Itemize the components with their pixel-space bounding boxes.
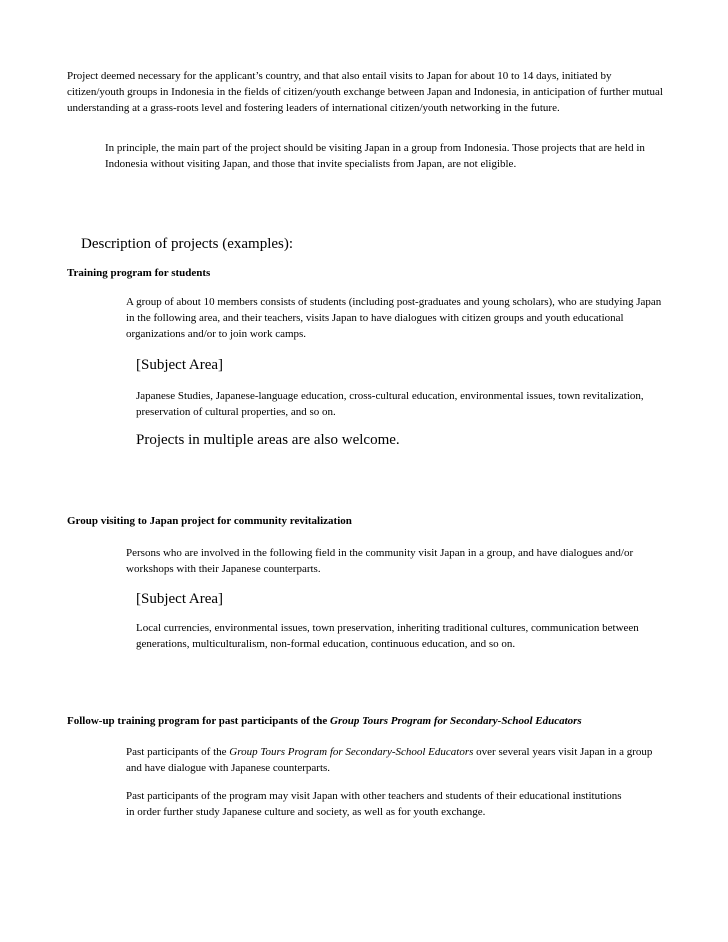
description-heading: Description of projects (examples): <box>81 236 294 252</box>
followup-1-program-name: Group Tours Program for Secondary-School Educators <box>229 746 474 758</box>
section-body-community: Persons who are involved in the following field in the community visit Japan in a group, and have dialogues and/or workshops with their Japanese counterparts. <box>126 547 634 575</box>
section-body-students: A group of about 10 members consists of students (including post-graduates and young scholars), who are studying Japan in the following area, and their teachers, visits Japan to have dialogues with citizen groups and youth educational organizations and/or to join work camps. <box>126 296 662 340</box>
subject-area-text-2: Local currencies, environmental issues, town preservation, inheriting traditional cultures, communication between generations, multiculturalism, non-formal education, continuous education, and so on. <box>136 622 639 650</box>
section-heading-students: Training program for students <box>67 267 211 279</box>
section-body-followup-2: Past participants of the program may visit Japan with other teachers and students of their educational institutions in order further study Japanese culture and society, as well as for youth exchange. <box>126 790 622 818</box>
section-heading-followup-prefix: Follow-up training program for past participants of the <box>67 715 330 727</box>
section-heading-followup <box>67 713 687 729</box>
followup-1-suffix: over several years visit Japan in a group and have dialogue with Japanese counterparts. <box>126 746 653 774</box>
followup-1-prefix: Past participants of the <box>126 746 230 758</box>
subject-area-text-1: Japanese Studies, Japanese-language education, cross-cultural education, environmental issues, town revitalization, preservation of cultural properties, and so on. <box>136 390 644 418</box>
subject-area-label-1: [Subject Area] <box>136 357 224 373</box>
subject-area-label-2: [Subject Area] <box>136 591 224 607</box>
section-heading-community: Group visiting to Japan project for community revitalization <box>67 515 352 527</box>
intro-paragraph: Project deemed necessary for the applicant’s country, and that also entail visits to Japan for about 10 to 14 days, initiated by citizen/youth groups in Indonesia in the fields of citizen/youth exchange between Japan and Indonesia, in anticipation of further mutual understanding at a grass-roots level and fostering leaders of international citizen/youth networking in the future. <box>67 70 663 114</box>
principle-paragraph: In principle, the main part of the project should be visiting Japan in a group from Indonesia. Those projects that are held in Indonesia without visiting Japan, and those that invite specialists from Japan, are not eligible. <box>105 142 645 170</box>
section-body-followup-1 <box>126 744 666 776</box>
multiple-areas-note: Projects in multiple areas are also welcome. <box>136 432 400 448</box>
section-heading-followup-program-name: Group Tours Program for Secondary-School Educators <box>330 715 582 727</box>
